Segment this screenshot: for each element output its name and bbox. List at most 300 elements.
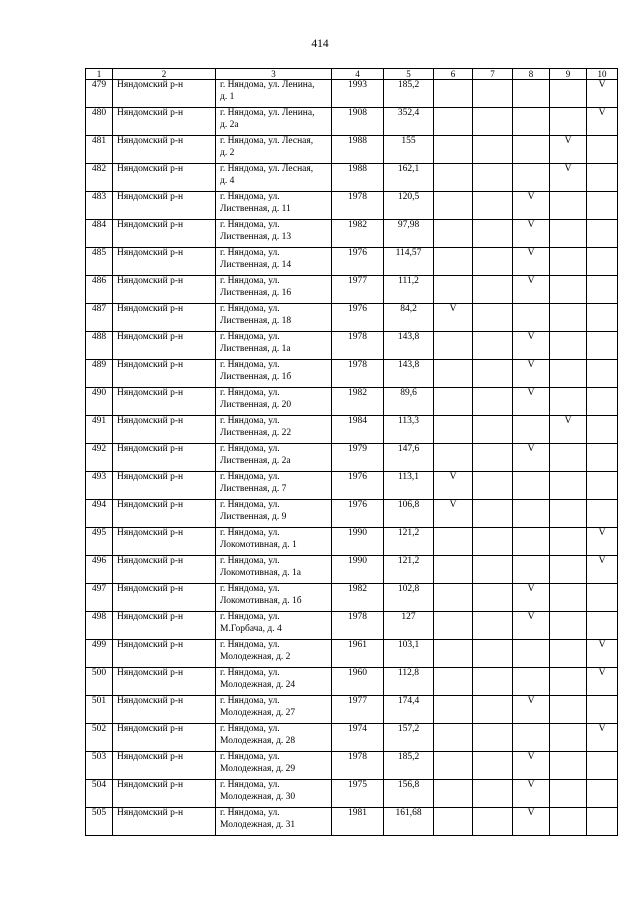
row-number-cell: 487	[86, 304, 113, 332]
mark-cell-col-9	[550, 528, 587, 556]
mark-cell-col-7	[473, 668, 513, 696]
address-cell	[216, 332, 332, 360]
table-row	[86, 472, 618, 500]
area-cell: 161,68	[384, 808, 434, 836]
year-cell: 1961	[332, 640, 384, 668]
mark-cell-col-9	[550, 360, 587, 388]
address-cell	[216, 388, 332, 416]
mark-cell-col-7	[473, 136, 513, 164]
address-cell	[216, 528, 332, 556]
column-number-row	[86, 69, 618, 80]
address-cell	[216, 444, 332, 472]
row-number-cell: 498	[86, 612, 113, 640]
table-row	[86, 808, 618, 836]
year-cell: 1981	[332, 808, 384, 836]
mark-cell-col-6	[434, 248, 473, 276]
year-cell: 1988	[332, 164, 384, 192]
row-number-cell: 480	[86, 108, 113, 136]
district-cell: Няндомский р-н	[113, 108, 216, 136]
mark-cell-col-8	[513, 556, 550, 584]
district-cell: Няндомский р-н	[113, 472, 216, 500]
area-cell: 174,4	[384, 696, 434, 724]
address-cell	[216, 584, 332, 612]
district-cell: Няндомский р-н	[113, 668, 216, 696]
address-line-2: д. 1	[220, 91, 235, 102]
mark-cell-col-10	[587, 472, 618, 500]
mark-cell-col-6	[434, 276, 473, 304]
mark-cell-col-6	[434, 612, 473, 640]
district-cell: Няндомский р-н	[113, 276, 216, 304]
row-number-cell: 482	[86, 164, 113, 192]
mark-cell-col-9	[550, 332, 587, 360]
mark-cell-col-9	[550, 640, 587, 668]
area-cell: 97,98	[384, 220, 434, 248]
address-line-1: г. Няндома, ул. Ленина,	[220, 108, 315, 118]
address-line-2: Молодежная, д. 2	[220, 651, 291, 662]
mark-cell-col-6	[434, 192, 473, 220]
area-cell: 162,1	[384, 164, 434, 192]
mark-cell-col-9	[550, 668, 587, 696]
mark-cell-col-9	[550, 556, 587, 584]
mark-cell-col-9	[550, 612, 587, 640]
mark-cell-col-7	[473, 696, 513, 724]
mark-cell-col-7	[473, 808, 513, 836]
address-line-1: г. Няндома, ул.	[220, 276, 280, 286]
mark-cell-col-7	[473, 192, 513, 220]
address-line-2: Лиственная, д. 1б	[220, 371, 292, 382]
address-cell	[216, 108, 332, 136]
mark-cell-col-6	[434, 444, 473, 472]
area-cell: 147,6	[384, 444, 434, 472]
district-cell: Няндомский р-н	[113, 192, 216, 220]
column-header-7: 7	[473, 69, 513, 80]
mark-cell-col-6	[434, 360, 473, 388]
mark-cell-col-8: V	[513, 192, 550, 220]
table-row	[86, 332, 618, 360]
address-line-1: г. Няндома, ул.	[220, 220, 280, 230]
row-number-cell: 496	[86, 556, 113, 584]
area-cell: 185,2	[384, 752, 434, 780]
row-number-cell: 479	[86, 80, 113, 108]
mark-cell-col-9	[550, 108, 587, 136]
district-cell: Няндомский р-н	[113, 612, 216, 640]
year-cell: 1976	[332, 304, 384, 332]
table-row	[86, 136, 618, 164]
table-row	[86, 752, 618, 780]
address-line-2: Лиственная, д. 11	[220, 203, 291, 214]
mark-cell-col-8: V	[513, 220, 550, 248]
year-cell: 1993	[332, 80, 384, 108]
area-cell: 103,1	[384, 640, 434, 668]
address-line-2: Локомотивная, д. 1б	[220, 595, 302, 606]
mark-cell-col-7	[473, 388, 513, 416]
district-cell: Няндомский р-н	[113, 724, 216, 752]
column-header-5: 5	[384, 69, 434, 80]
table-row	[86, 388, 618, 416]
mark-cell-col-7	[473, 164, 513, 192]
row-number-cell: 495	[86, 528, 113, 556]
mark-cell-col-6	[434, 388, 473, 416]
area-cell: 352,4	[384, 108, 434, 136]
mark-cell-col-8	[513, 136, 550, 164]
mark-cell-col-10: V	[587, 668, 618, 696]
mark-cell-col-6	[434, 108, 473, 136]
mark-cell-col-10	[587, 808, 618, 836]
address-line-1: г. Няндома, ул.	[220, 584, 280, 594]
row-number-cell: 490	[86, 388, 113, 416]
mark-cell-col-7	[473, 584, 513, 612]
mark-cell-col-6	[434, 808, 473, 836]
year-cell: 1908	[332, 108, 384, 136]
address-line-2: Локомотивная, д. 1а	[220, 567, 301, 578]
area-cell: 106,8	[384, 500, 434, 528]
mark-cell-col-7	[473, 780, 513, 808]
address-cell	[216, 276, 332, 304]
district-cell: Няндомский р-н	[113, 500, 216, 528]
district-cell: Няндомский р-н	[113, 528, 216, 556]
mark-cell-col-8: V	[513, 752, 550, 780]
address-line-2: д. 2а	[220, 119, 239, 130]
mark-cell-col-8: V	[513, 388, 550, 416]
mark-cell-col-6	[434, 164, 473, 192]
address-cell	[216, 192, 332, 220]
address-line-2: д. 2	[220, 147, 235, 158]
year-cell: 1982	[332, 388, 384, 416]
address-cell	[216, 248, 332, 276]
mark-cell-col-7	[473, 360, 513, 388]
mark-cell-col-8: V	[513, 332, 550, 360]
mark-cell-col-8	[513, 416, 550, 444]
mark-cell-col-6	[434, 584, 473, 612]
year-cell: 1988	[332, 136, 384, 164]
mark-cell-col-9	[550, 696, 587, 724]
mark-cell-col-6	[434, 752, 473, 780]
column-header-10: 10	[587, 69, 618, 80]
address-line-2: Лиственная, д. 9	[220, 511, 287, 522]
mark-cell-col-7	[473, 500, 513, 528]
year-cell: 1976	[332, 248, 384, 276]
table-row	[86, 640, 618, 668]
address-cell	[216, 752, 332, 780]
page-number: 414	[311, 38, 329, 50]
address-line-1: г. Няндома, ул.	[220, 640, 280, 650]
area-cell: 127	[384, 612, 434, 640]
table-row	[86, 584, 618, 612]
year-cell: 1975	[332, 780, 384, 808]
address-line-1: г. Няндома, ул.	[220, 472, 280, 482]
mark-cell-col-7	[473, 752, 513, 780]
address-line-2: Лиственная, д. 2а	[220, 455, 291, 466]
table-row	[86, 80, 618, 108]
address-line-1: г. Няндома, ул.	[220, 388, 280, 398]
address-cell	[216, 500, 332, 528]
address-line-1: г. Няндома, ул. Ленина,	[220, 80, 315, 90]
mark-cell-col-10: V	[587, 724, 618, 752]
address-line-2: Лиственная, д. 22	[220, 427, 292, 438]
year-cell: 1990	[332, 528, 384, 556]
address-line-2: Молодежная, д. 31	[220, 819, 296, 830]
mark-cell-col-8: V	[513, 248, 550, 276]
district-cell: Няндомский р-н	[113, 752, 216, 780]
year-cell: 1978	[332, 612, 384, 640]
mark-cell-col-10: V	[587, 556, 618, 584]
mark-cell-col-9: V	[550, 136, 587, 164]
mark-cell-col-8	[513, 500, 550, 528]
area-cell: 143,8	[384, 360, 434, 388]
year-cell: 1976	[332, 500, 384, 528]
district-cell: Няндомский р-н	[113, 360, 216, 388]
address-line-1: г. Няндома, ул.	[220, 248, 280, 258]
area-cell: 89,6	[384, 388, 434, 416]
mark-cell-col-10	[587, 752, 618, 780]
year-cell: 1977	[332, 276, 384, 304]
year-cell: 1978	[332, 192, 384, 220]
mark-cell-col-8	[513, 640, 550, 668]
address-cell	[216, 724, 332, 752]
area-cell: 84,2	[384, 304, 434, 332]
address-line-1: г. Няндома, ул.	[220, 612, 280, 622]
mark-cell-col-9	[550, 584, 587, 612]
address-line-1: г. Няндома, ул.	[220, 500, 280, 510]
address-line-1: г. Няндома, ул.	[220, 528, 280, 538]
mark-cell-col-7	[473, 472, 513, 500]
mark-cell-col-7	[473, 444, 513, 472]
mark-cell-col-6	[434, 220, 473, 248]
mark-cell-col-10: V	[587, 108, 618, 136]
area-cell: 113,1	[384, 472, 434, 500]
address-cell	[216, 80, 332, 108]
area-cell: 121,2	[384, 556, 434, 584]
column-header-9: 9	[550, 69, 587, 80]
address-cell	[216, 304, 332, 332]
mark-cell-col-8	[513, 164, 550, 192]
table-row	[86, 612, 618, 640]
address-line-1: г. Няндома, ул.	[220, 360, 280, 370]
row-number-cell: 485	[86, 248, 113, 276]
mark-cell-col-7	[473, 416, 513, 444]
mark-cell-col-6	[434, 136, 473, 164]
address-line-2: Лиственная, д. 14	[220, 259, 292, 270]
address-cell	[216, 416, 332, 444]
year-cell: 1977	[332, 696, 384, 724]
mark-cell-col-8: V	[513, 276, 550, 304]
mark-cell-col-9: V	[550, 416, 587, 444]
area-cell: 102,8	[384, 584, 434, 612]
area-cell: 114,57	[384, 248, 434, 276]
mark-cell-col-6: V	[434, 304, 473, 332]
column-header-2: 2	[113, 69, 216, 80]
address-line-1: г. Няндома, ул.	[220, 416, 280, 426]
mark-cell-col-10	[587, 584, 618, 612]
housing-registry-table	[85, 68, 618, 836]
year-cell: 1978	[332, 360, 384, 388]
address-line-2: Молодежная, д. 28	[220, 735, 296, 746]
row-number-cell: 488	[86, 332, 113, 360]
address-cell	[216, 640, 332, 668]
mark-cell-col-6	[434, 640, 473, 668]
row-number-cell: 505	[86, 808, 113, 836]
mark-cell-col-7	[473, 248, 513, 276]
mark-cell-col-9	[550, 192, 587, 220]
year-cell: 1978	[332, 752, 384, 780]
mark-cell-col-7	[473, 80, 513, 108]
address-line-2: Молодежная, д. 27	[220, 707, 296, 718]
year-cell: 1984	[332, 416, 384, 444]
mark-cell-col-6	[434, 80, 473, 108]
mark-cell-col-9	[550, 80, 587, 108]
row-number-cell: 497	[86, 584, 113, 612]
mark-cell-col-8: V	[513, 360, 550, 388]
mark-cell-col-10	[587, 360, 618, 388]
district-cell: Няндомский р-н	[113, 164, 216, 192]
address-cell	[216, 220, 332, 248]
year-cell: 1960	[332, 668, 384, 696]
mark-cell-col-6	[434, 696, 473, 724]
table-row	[86, 444, 618, 472]
mark-cell-col-9	[550, 248, 587, 276]
mark-cell-col-6	[434, 668, 473, 696]
table-body	[86, 80, 618, 836]
year-cell: 1990	[332, 556, 384, 584]
mark-cell-col-7	[473, 220, 513, 248]
address-line-1: г. Няндома, ул.	[220, 724, 280, 734]
table-row	[86, 304, 618, 332]
area-cell: 112,8	[384, 668, 434, 696]
year-cell: 1982	[332, 220, 384, 248]
row-number-cell: 486	[86, 276, 113, 304]
address-cell	[216, 556, 332, 584]
area-cell: 121,2	[384, 528, 434, 556]
mark-cell-col-6	[434, 416, 473, 444]
address-cell	[216, 668, 332, 696]
area-cell: 185,2	[384, 80, 434, 108]
mark-cell-col-10: V	[587, 80, 618, 108]
mark-cell-col-6	[434, 780, 473, 808]
table-row	[86, 108, 618, 136]
mark-cell-col-9	[550, 388, 587, 416]
mark-cell-col-8: V	[513, 696, 550, 724]
column-header-4: 4	[332, 69, 384, 80]
address-line-1: г. Няндома, ул.	[220, 780, 280, 790]
area-cell: 156,8	[384, 780, 434, 808]
address-line-1: г. Няндома, ул.	[220, 332, 280, 342]
mark-cell-col-8	[513, 304, 550, 332]
mark-cell-col-10	[587, 136, 618, 164]
mark-cell-col-7	[473, 108, 513, 136]
address-cell	[216, 472, 332, 500]
table-row	[86, 360, 618, 388]
mark-cell-col-9	[550, 752, 587, 780]
district-cell: Няндомский р-н	[113, 136, 216, 164]
mark-cell-col-8	[513, 668, 550, 696]
mark-cell-col-8	[513, 80, 550, 108]
area-cell: 113,3	[384, 416, 434, 444]
address-line-2: Лиственная, д. 18	[220, 315, 292, 326]
mark-cell-col-9	[550, 276, 587, 304]
row-number-cell: 489	[86, 360, 113, 388]
table-row	[86, 164, 618, 192]
row-number-cell: 504	[86, 780, 113, 808]
mark-cell-col-8: V	[513, 808, 550, 836]
mark-cell-col-8: V	[513, 612, 550, 640]
mark-cell-col-10	[587, 444, 618, 472]
address-line-2: Лиственная, д. 13	[220, 231, 292, 242]
column-header-8: 8	[513, 69, 550, 80]
mark-cell-col-8: V	[513, 780, 550, 808]
address-line-2: Лиственная, д. 1а	[220, 343, 291, 354]
district-cell: Няндомский р-н	[113, 80, 216, 108]
mark-cell-col-7	[473, 304, 513, 332]
table-row	[86, 416, 618, 444]
row-number-cell: 499	[86, 640, 113, 668]
mark-cell-col-8	[513, 724, 550, 752]
mark-cell-col-10	[587, 612, 618, 640]
table-row	[86, 528, 618, 556]
address-line-2: д. 4	[220, 175, 235, 186]
table-row	[86, 668, 618, 696]
mark-cell-col-8	[513, 472, 550, 500]
mark-cell-col-10	[587, 500, 618, 528]
mark-cell-col-9	[550, 304, 587, 332]
row-number-cell: 503	[86, 752, 113, 780]
row-number-cell: 502	[86, 724, 113, 752]
address-line-1: г. Няндома, ул. Лесная,	[220, 164, 314, 174]
mark-cell-col-9	[550, 444, 587, 472]
mark-cell-col-6	[434, 556, 473, 584]
mark-cell-col-10	[587, 192, 618, 220]
address-line-1: г. Няндома, ул.	[220, 192, 280, 202]
address-line-2: М.Горбача, д. 4	[220, 623, 282, 634]
mark-cell-col-8	[513, 108, 550, 136]
mark-cell-col-6	[434, 528, 473, 556]
year-cell: 1979	[332, 444, 384, 472]
address-line-1: г. Няндома, ул.	[220, 752, 280, 762]
table-row	[86, 500, 618, 528]
row-number-cell: 501	[86, 696, 113, 724]
mark-cell-col-7	[473, 528, 513, 556]
row-number-cell: 484	[86, 220, 113, 248]
mark-cell-col-9	[550, 500, 587, 528]
address-cell	[216, 136, 332, 164]
year-cell: 1982	[332, 584, 384, 612]
area-cell: 143,8	[384, 332, 434, 360]
row-number-cell: 481	[86, 136, 113, 164]
column-header-6: 6	[434, 69, 473, 80]
district-cell: Няндомский р-н	[113, 640, 216, 668]
mark-cell-col-9: V	[550, 164, 587, 192]
mark-cell-col-9	[550, 780, 587, 808]
district-cell: Няндомский р-н	[113, 248, 216, 276]
address-line-2: Молодежная, д. 30	[220, 791, 296, 802]
mark-cell-col-10: V	[587, 640, 618, 668]
district-cell: Няндомский р-н	[113, 808, 216, 836]
area-cell: 155	[384, 136, 434, 164]
mark-cell-col-10	[587, 388, 618, 416]
mark-cell-col-9	[550, 220, 587, 248]
district-cell: Няндомский р-н	[113, 332, 216, 360]
address-cell	[216, 612, 332, 640]
mark-cell-col-10	[587, 220, 618, 248]
mark-cell-col-9	[550, 808, 587, 836]
address-cell	[216, 360, 332, 388]
address-line-1: г. Няндома, ул.	[220, 304, 280, 314]
address-line-1: г. Няндома, ул.	[220, 808, 280, 818]
row-number-cell: 500	[86, 668, 113, 696]
mark-cell-col-7	[473, 640, 513, 668]
address-line-2: Лиственная, д. 16	[220, 287, 292, 298]
district-cell: Няндомский р-н	[113, 584, 216, 612]
mark-cell-col-7	[473, 612, 513, 640]
